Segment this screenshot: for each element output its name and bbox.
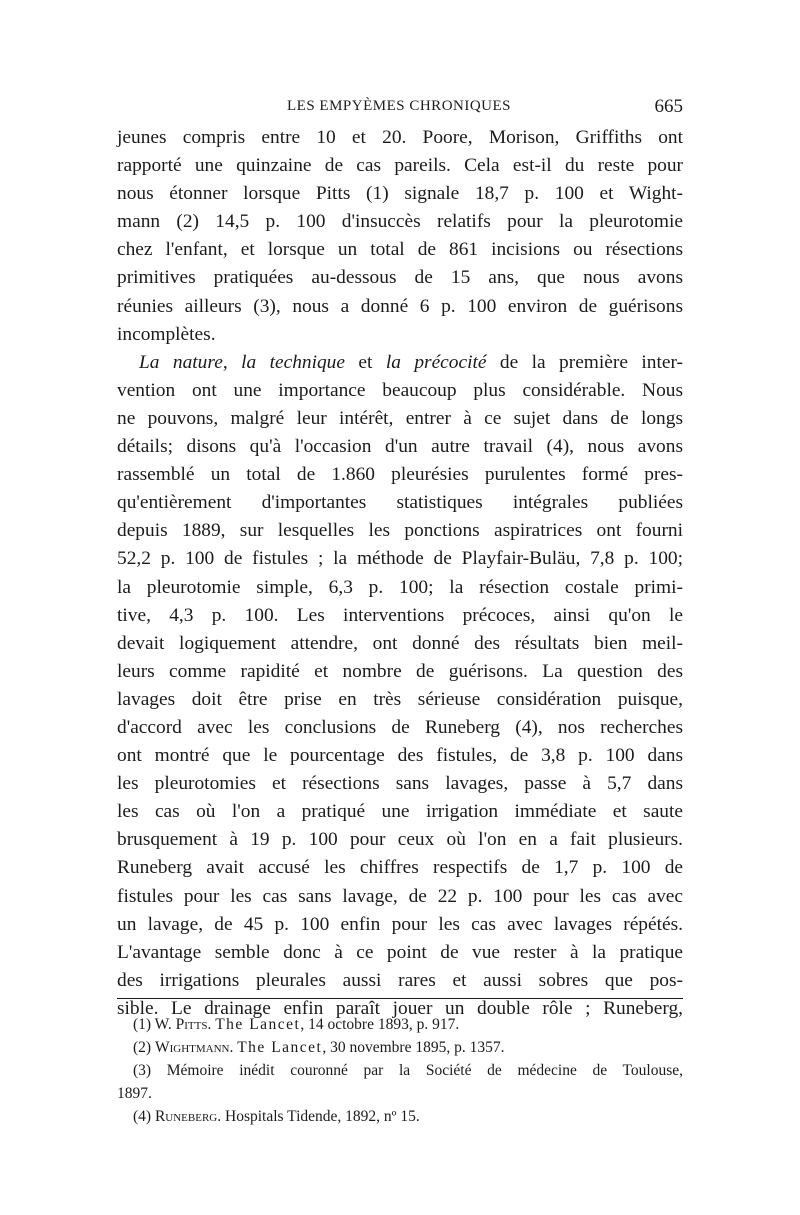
footnotes xyxy=(117,1013,683,1128)
text-line: les cas où l'on a pratiqué une irrigation immédiate et saute xyxy=(117,801,683,823)
text-line: tive, 4,3 p. 100. Les interventions précoces, ainsi qu'on le xyxy=(117,604,683,626)
text-line: ne pouvons, malgré leur intérêt, entrer à ce sujet dans de longs xyxy=(117,407,683,429)
footnote-2 xyxy=(117,1036,683,1059)
footnote-details: , 30 novembre 1895, p. 1357. xyxy=(322,1039,505,1056)
text-line: Runeberg avait accusé les chiffres respectifs de 1,7 p. 100 de xyxy=(117,857,683,879)
page-number: 665 xyxy=(654,96,683,117)
running-header xyxy=(117,98,683,122)
text-line: incomplètes. xyxy=(117,323,216,345)
text-line: nous étonner lorsque Pitts (1) signale 18,7 p. 100 et Wight- xyxy=(117,183,683,205)
text-line: L'avantage semble donc à ce point de vue rester à la pratique xyxy=(117,941,683,963)
text-fragment: , xyxy=(222,351,242,373)
text-line: rassemblé un total de 1.860 pleurésies purulentes formé pres- xyxy=(117,464,683,486)
footnote-details: . Hospitals Tidende, 1892, nº 15. xyxy=(217,1108,420,1125)
text-line: des irrigations pleurales aussi rares et aussi sobres que pos- xyxy=(117,969,683,991)
paragraph-opening-line xyxy=(117,349,683,377)
footnote-author: Wightmann xyxy=(154,1039,230,1056)
italic-phrase: La nature xyxy=(139,351,223,373)
text-line: primitives pratiquées au-dessous de 15 ans, que nous avons xyxy=(117,267,683,289)
italic-phrase: la précocité xyxy=(385,351,487,373)
footnote-4 xyxy=(117,1105,683,1128)
text-line: leurs comme rapidité et nombre de guérisons. La question des xyxy=(117,660,683,682)
body-text xyxy=(117,124,683,1023)
footnote-1 xyxy=(117,1013,683,1036)
text-line: les pleurotomies et résections sans lavages, passe à 5,7 dans xyxy=(117,773,683,795)
text-line: sible. Le drainage enfin paraît jouer un double rôle ; Runeberg, xyxy=(117,997,683,1019)
text-line: mann (2) 14,5 p. 100 d'insuccès relatifs pour la pleurotomie xyxy=(117,211,683,233)
footnote-3-continuation: 1897. xyxy=(117,1085,152,1102)
text-line: ont montré que le pourcentage des fistules, de 3,8 p. 100 dans xyxy=(117,745,683,767)
text-line: vention ont une importance beaucoup plus considérable. Nous xyxy=(117,379,683,401)
footnote-divider xyxy=(117,998,683,999)
footnote-3: (3) Mémoire inédit couronné par la Société de médecine de Toulouse, xyxy=(133,1062,683,1079)
italic-phrase: la technique xyxy=(241,351,345,373)
footnote-author: Runeberg xyxy=(154,1108,218,1125)
text-line: la pleurotomie simple, 6,3 p. 100; la résection costale primi- xyxy=(117,576,683,598)
footnote-journal: The Lancet xyxy=(237,1039,323,1056)
text-line: depuis 1889, sur lesquelles les ponctions aspiratrices ont fourni xyxy=(117,520,683,542)
text-line: détails; disons qu'à l'occasion d'un autre travail (4), nous avons xyxy=(117,436,683,458)
footnote-details: , 14 octobre 1893, p. 917. xyxy=(300,1016,460,1033)
footnote-number: (4) xyxy=(133,1108,155,1125)
text-fragment: de la première inter- xyxy=(486,351,683,373)
text-line: fistules pour les cas sans lavage, de 22 p. 100 pour les cas avec xyxy=(117,885,683,907)
footnote-journal: The Lancet xyxy=(215,1016,301,1033)
text-line: d'accord avec les conclusions de Runeberg (4), nos recherches xyxy=(117,716,683,738)
footnote-author: Pitts xyxy=(175,1016,208,1033)
text-line: lavages doit être prise en très sérieuse considération puisque, xyxy=(117,688,683,710)
text-fragment: et xyxy=(344,351,386,373)
text-line: chez l'enfant, et lorsque un total de 861 incisions ou résections xyxy=(117,239,683,261)
footnote-number: (2) xyxy=(133,1039,155,1056)
text-line: devait logiquement attendre, ont donné des résultats bien meil- xyxy=(117,632,683,654)
text-line: rapporté une quinzaine de cas pareils. Cela est-il du reste pour xyxy=(117,155,683,177)
text-line: 52,2 p. 100 de fistules ; la méthode de Playfair-Buläu, 7,8 p. 100; xyxy=(117,548,683,570)
text-line: qu'entièrement d'importantes statistiques intégrales publiées xyxy=(117,492,683,514)
footnote-number: (1) W. xyxy=(133,1016,176,1033)
text-fragment: . xyxy=(229,1039,238,1056)
text-fragment: . xyxy=(207,1016,216,1033)
text-line: un lavage, de 45 p. 100 enfin pour les cas avec lavages répétés. xyxy=(117,913,683,935)
header-title: LES EMPYÈMES CHRONIQUES xyxy=(287,98,512,114)
text-line: brusquement à 19 p. 100 pour ceux où l'on en a fait plusieurs. xyxy=(117,829,683,851)
text-line: jeunes compris entre 10 et 20. Poore, Morison, Griffiths ont xyxy=(117,127,683,148)
text-line: réunies ailleurs (3), nous a donné 6 p. 100 environ de guérisons xyxy=(117,295,683,317)
